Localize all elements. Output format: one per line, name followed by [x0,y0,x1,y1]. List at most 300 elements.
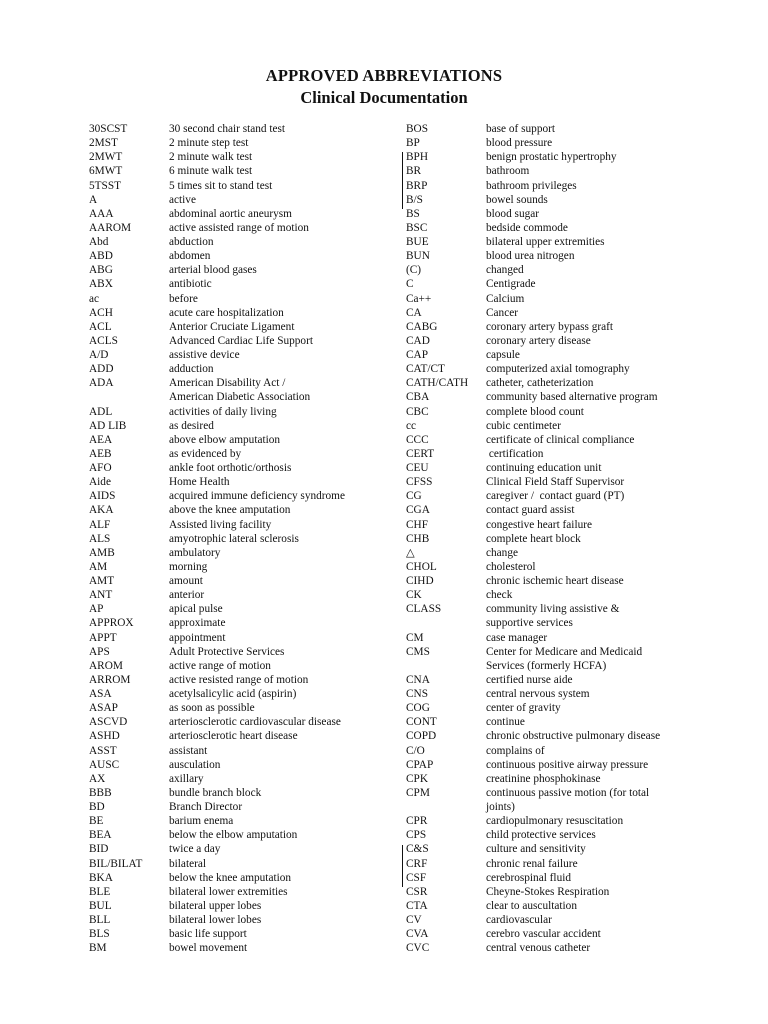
abbreviation-term: ASHD [89,730,120,743]
abbreviation-definition: as soon as possible [169,702,255,715]
abbreviation-term: 5TSST [89,179,122,192]
abbreviation-definition: acute care hospitalization [169,306,284,319]
abbreviation-row [89,857,345,871]
abbreviation-term: CNA [406,673,430,686]
abbreviation-term: BLE [89,885,111,898]
abbreviation-term: AM [89,560,108,573]
abbreviation-term: CTA [406,899,428,912]
abbreviation-definition: certification [486,447,544,460]
abbreviation-row [89,602,345,616]
abbreviation-term: CATH/CATH [406,377,469,390]
abbreviation-term: 2MST [89,137,118,150]
abbreviation-term: Aide [89,476,111,489]
abbreviation-term: CSF [406,871,427,884]
abbreviation-definition: apical pulse [169,603,223,616]
abbreviation-row [89,673,345,687]
abbreviation-definition: change [486,546,518,559]
abbreviation-row [406,277,660,291]
abbreviation-definition: cardiovascular [486,914,552,926]
abbreviation-definition: contact guard assist [486,504,575,517]
abbreviation-term: Ca++ [406,292,432,305]
abbreviation-row [89,715,345,729]
abbreviation-term: ABG [89,264,113,277]
abbreviation-row [89,447,345,461]
abbreviation-term: CAT/CT [406,363,445,376]
abbreviation-definition: American Diabetic Association [169,391,311,404]
abbreviation-definition: case manager [486,631,548,644]
abbreviation-term: AUSC [89,758,120,771]
abbreviation-term: CSR [406,885,428,898]
abbreviation-term: BID [89,843,109,856]
abbreviation-term: AX [89,772,106,785]
abbreviation-term: CK [406,589,422,602]
abbreviation-row [89,348,345,362]
abbreviation-definition: community based alternative program [486,391,658,404]
abbreviation-row [406,306,660,320]
abbreviation-row [406,758,660,772]
abbreviation-row [89,828,345,842]
abbreviation-row [406,857,660,871]
abbreviation-term: ALF [89,518,111,531]
abbreviation-row [89,193,345,207]
abbreviation-definition: Calcium [486,292,525,305]
abbreviation-term: BIL/BILAT [89,857,143,870]
abbreviation-row [89,207,345,221]
abbreviation-definition: complete heart block [486,532,581,545]
abbreviation-term: CAD [406,334,430,347]
abbreviation-term: CHB [406,532,430,545]
abbreviation-term: ASCVD [89,716,128,729]
abbreviation-definition: active [169,193,196,206]
abbreviation-term: CPS [406,829,427,842]
abbreviation-definition: 5 times sit to stand test [169,179,273,192]
abbreviation-definition: culture and sensitivity [486,843,586,856]
abbreviation-definition: changed [486,264,524,277]
abbreviation-row [89,871,345,885]
abbreviation-term: CIHD [406,575,434,587]
abbreviation-row [89,560,345,574]
abbreviation-definition: American Disability Act / [169,377,286,390]
abbreviation-row [406,532,660,546]
abbreviation-row [89,758,345,772]
abbreviation-definition: bilateral lower lobes [169,914,262,926]
abbreviation-definition: creatinine phosphokinase [486,772,601,785]
abbreviation-term: B/S [406,193,423,206]
abbreviation-term: BS [406,207,420,220]
abbreviation-term: COG [406,702,430,715]
abbreviation-definition: as evidenced by [169,447,242,460]
abbreviation-row [89,277,345,291]
abbreviation-term: CPM [406,786,430,799]
abbreviation-term: BLL [89,914,111,926]
abbreviation-definition: ausculation [169,758,221,771]
abbreviation-definition: community living assistive & [486,603,620,616]
abbreviation-definition: blood sugar [486,207,540,220]
abbreviation-row [406,461,660,475]
abbreviation-definition: appointment [169,631,226,644]
abbreviation-term: BPH [406,151,428,164]
abbreviation-term: ASA [89,688,112,700]
abbreviation-definition: 2 minute step test [169,137,249,150]
abbreviation-row [89,941,345,955]
abbreviation-term: Abd [89,236,109,248]
abbreviation-definition: base of support [486,123,556,135]
abbreviation-row [406,828,660,842]
abbreviation-row [406,814,660,828]
abbreviation-definition: bilateral lower extremities [169,885,288,898]
abbreviation-term: CVC [406,942,430,955]
abbreviation-row [406,376,660,390]
abbreviation-term: BBB [89,786,112,799]
abbreviation-row [89,518,345,532]
abbreviation-row [89,913,345,927]
abbreviation-term: CNS [406,688,428,700]
abbreviation-term: ADD [89,363,114,376]
abbreviation-term: CERT [406,447,435,460]
abbreviation-definition: ankle foot orthotic/orthosis [169,462,292,474]
abbreviation-definition: blood urea nitrogen [486,250,575,263]
abbreviation-row [406,602,660,616]
abbreviation-definition: caregiver / contact guard (PT) [486,490,625,503]
abbreviation-definition: continuous passive motion (for total [486,786,650,799]
abbreviation-term: BE [89,815,104,828]
abbreviation-term: ADL [89,405,113,418]
margin-change-bar [402,152,403,209]
abbreviation-row [406,419,660,433]
abbreviation-definition: acquired immune deficiency syndrome [169,490,345,503]
abbreviation-definition: certificate of clinical compliance [486,433,635,446]
abbreviation-definition: capsule [486,349,520,361]
abbreviation-term: A/D [89,349,109,361]
abbreviation-row [406,235,660,249]
document-title: APPROVED ABBREVIATIONS [265,66,503,85]
abbreviation-row [89,899,345,913]
abbreviation-definition: check [486,589,513,602]
abbreviation-term: ac [89,292,100,305]
abbreviation-definition: Anterior Cruciate Ligament [169,320,295,333]
abbreviation-term: BKA [89,871,113,884]
abbreviation-row [89,164,345,178]
abbreviation-definition: assistant [169,744,208,757]
abbreviation-term: BP [406,137,420,150]
abbreviation-definition: twice a day [169,843,221,856]
abbreviation-term: CEU [406,462,429,474]
abbreviation-row [406,885,660,899]
abbreviation-term: BR [406,165,422,178]
abbreviation-term: CG [406,490,422,503]
abbreviation-definition: axillary [169,772,204,785]
abbreviation-term [406,659,486,673]
abbreviation-row [89,687,345,701]
abbreviation-definition: active range of motion [169,659,271,672]
abbreviation-term: CAP [406,349,428,361]
abbreviations-left-column [89,122,345,955]
abbreviation-definition: chronic renal failure [486,857,578,870]
abbreviation-definition: computerized axial tomography [486,363,630,376]
abbreviation-row [89,136,345,150]
abbreviation-definition: arteriosclerotic heart disease [169,730,298,743]
abbreviation-definition: abdomen [169,250,211,263]
abbreviation-definition: cholesterol [486,560,536,573]
abbreviation-definition: central venous catheter [486,942,591,955]
abbreviation-row [406,546,660,560]
abbreviation-definition: morning [169,560,208,573]
abbreviation-term: BUN [406,250,430,263]
abbreviation-term: APPT [89,631,117,644]
abbreviation-term: A [89,193,98,206]
abbreviation-definition: Centigrade [486,278,536,291]
abbreviation-term: CRF [406,857,428,870]
abbreviation-row [406,164,660,178]
abbreviation-definition: continuing education unit [486,462,602,474]
abbreviation-term: ASST [89,744,117,757]
abbreviation-definition: blood pressure [486,137,553,150]
abbreviation-row [406,659,660,673]
abbreviation-term [89,390,169,404]
abbreviation-row [89,772,345,786]
abbreviation-row [406,334,660,348]
abbreviation-definition: before [169,292,198,305]
abbreviation-row [406,871,660,885]
abbreviation-term: 6MWT [89,165,123,178]
abbreviation-row [89,631,345,645]
abbreviation-term: AAA [89,207,114,220]
abbreviation-definition: Cancer [486,306,518,319]
abbreviation-term: CHOL [406,560,437,573]
abbreviation-definition: coronary artery disease [486,334,591,347]
abbreviation-row [406,320,660,334]
abbreviation-definition: complete blood count [486,405,584,418]
abbreviation-term: BUL [89,899,112,912]
abbreviation-term: AFO [89,462,112,474]
abbreviation-term: AEB [89,447,112,460]
abbreviation-row [406,433,660,447]
abbreviation-row [89,306,345,320]
abbreviation-row [89,842,345,856]
abbreviation-term: BD [89,801,105,813]
abbreviation-definition: active resisted range of motion [169,673,309,686]
abbreviation-row [406,390,660,404]
abbreviation-definition: bowel sounds [486,193,548,206]
abbreviation-term [406,800,486,814]
abbreviation-term: C [406,278,414,291]
abbreviation-row [89,419,345,433]
abbreviation-term: CLASS [406,603,442,616]
abbreviation-term: CPR [406,815,428,828]
abbreviation-term: COPD [406,730,437,743]
margin-change-bar [402,845,403,887]
abbreviation-definition: supportive services [486,617,573,630]
abbreviation-row [406,518,660,532]
abbreviation-row [406,179,660,193]
abbreviation-term: AIDS [89,490,116,503]
abbreviation-definition: amyotrophic lateral sclerosis [169,532,299,545]
abbreviation-term: CA [406,306,422,319]
abbreviation-term: ABD [89,250,113,263]
abbreviation-row [406,348,660,362]
abbreviation-term: ALS [89,532,111,545]
abbreviation-definition: bathroom privileges [486,179,577,192]
abbreviation-row [406,941,660,955]
abbreviation-row [89,885,345,899]
abbreviation-term: CBC [406,405,429,418]
abbreviation-definition: coronary artery bypass graft [486,320,614,333]
abbreviation-definition: catheter, catheterization [486,377,594,390]
abbreviation-term: AMT [89,575,115,587]
abbreviation-definition: bathroom [486,165,530,178]
abbreviation-row [406,292,660,306]
abbreviation-term: CVA [406,928,429,941]
abbreviation-definition: bundle branch block [169,786,262,799]
abbreviation-term: ANT [89,589,113,602]
abbreviation-definition: center of gravity [486,702,561,715]
abbreviation-row [406,475,660,489]
abbreviation-term: AAROM [89,221,132,234]
abbreviation-term: CFSS [406,476,433,489]
abbreviation-term: CHF [406,518,428,531]
abbreviation-row [406,122,660,136]
abbreviation-definition: Advanced Cardiac Life Support [169,334,313,347]
abbreviation-row [89,927,345,941]
abbreviation-row [89,405,345,419]
abbreviation-row [406,447,660,461]
abbreviation-row [406,503,660,517]
abbreviation-definition: antibiotic [169,278,212,291]
abbreviation-definition: ambulatory [169,546,221,559]
abbreviation-definition: above the knee amputation [169,504,291,517]
abbreviation-definition: bilateral upper lobes [169,899,262,912]
abbreviation-definition: continuous positive airway pressure [486,758,649,771]
abbreviation-definition: Clinical Field Staff Supervisor [486,476,625,489]
abbreviation-term: CABG [406,320,438,333]
abbreviation-row [406,913,660,927]
abbreviation-definition: child protective services [486,829,596,842]
abbreviation-row [89,390,345,404]
abbreviation-row [406,800,660,814]
abbreviation-definition: Adult Protective Services [169,645,285,658]
abbreviation-term: ACL [89,320,112,333]
abbreviation-row [89,546,345,560]
abbreviation-row [89,122,345,136]
abbreviation-term: 2MWT [89,151,123,164]
abbreviation-definition: abduction [169,236,214,248]
abbreviation-row [89,503,345,517]
abbreviation-row [89,150,345,164]
abbreviation-row [89,800,345,814]
abbreviation-row [406,715,660,729]
abbreviation-definition: chronic ischemic heart disease [486,575,624,587]
abbreviation-row [89,744,345,758]
abbreviation-row [89,362,345,376]
abbreviation-definition: activities of daily living [169,405,277,418]
abbreviation-row [406,927,660,941]
abbreviation-row [406,221,660,235]
abbreviation-definition: Assisted living facility [169,518,272,531]
abbreviation-row [406,772,660,786]
abbreviation-term: CCC [406,433,429,446]
abbreviation-definition: abdominal aortic aneurysm [169,207,292,220]
abbreviation-definition: cardiopulmonary resuscitation [486,815,624,828]
abbreviation-definition: cerebrospinal fluid [486,871,572,884]
abbreviation-definition: 2 minute walk test [169,151,253,164]
abbreviation-row [89,292,345,306]
abbreviation-term: CM [406,631,424,644]
abbreviation-definition: benign prostatic hypertrophy [486,151,617,164]
abbreviation-definition: as desired [169,419,214,432]
abbreviation-row [89,249,345,263]
abbreviation-row [89,729,345,743]
abbreviation-definition: Services (formerly HCFA) [486,659,607,672]
abbreviation-definition: joints) [486,801,515,813]
abbreviation-term: ASAP [89,702,118,715]
abbreviation-row [406,588,660,602]
abbreviation-row [406,150,660,164]
abbreviation-term: BLS [89,928,110,941]
document-subtitle: Clinical Documentation [300,88,468,107]
abbreviation-term: BRP [406,179,428,192]
abbreviation-definition: Branch Director [169,801,243,813]
abbreviation-term: CPK [406,772,428,785]
abbreviation-definition: cerebro vascular accident [486,928,601,941]
abbreviation-term: C&S [406,843,429,856]
abbreviation-definition: chronic obstructive pulmonary disease [486,730,661,743]
abbreviation-row [89,235,345,249]
abbreviation-row [89,616,345,630]
abbreviation-definition: continue [486,716,525,729]
abbreviation-definition: clear to auscultation [486,899,577,912]
abbreviation-definition: cubic centimeter [486,419,561,432]
abbreviation-definition: acetylsalicylic acid (aspirin) [169,688,297,700]
abbreviation-definition: Home Health [169,476,230,489]
abbreviation-term: AD LIB [89,419,127,432]
abbreviation-definition: bedside commode [486,221,568,234]
abbreviation-row [406,631,660,645]
abbreviation-definition: complains of [486,744,545,757]
abbreviation-term: ARROM [89,673,131,686]
abbreviation-row [89,263,345,277]
abbreviation-definition: central nervous system [486,688,590,700]
abbreviation-term: AP [89,603,104,616]
abbreviation-term: 30SCST [89,123,128,135]
abbreviation-term: ACH [89,306,113,319]
abbreviation-definition: congestive heart failure [486,518,593,531]
abbreviation-row [406,136,660,150]
abbreviation-definition: certified nurse aide [486,673,573,686]
abbreviation-row [406,560,660,574]
abbreviation-term: APS [89,645,110,658]
abbreviation-term: ACLS [89,334,118,347]
abbreviation-term: AEA [89,433,113,446]
abbreviation-definition: adduction [169,363,214,376]
abbreviation-row [406,673,660,687]
abbreviation-row [89,489,345,503]
abbreviation-row [406,193,660,207]
abbreviation-term: BUE [406,236,429,248]
abbreviation-row [406,701,660,715]
abbreviation-row [89,532,345,546]
abbreviation-term: CONT [406,716,437,729]
abbreviation-row [406,645,660,659]
abbreviation-row [89,574,345,588]
abbreviation-term: AROM [89,659,123,672]
abbreviation-row [89,701,345,715]
abbreviation-row [406,744,660,758]
abbreviation-row [89,814,345,828]
abbreviation-row [89,461,345,475]
abbreviation-term: APPROX [89,617,134,630]
abbreviation-definition: arterial blood gases [169,264,257,277]
abbreviation-term: AKA [89,504,114,517]
